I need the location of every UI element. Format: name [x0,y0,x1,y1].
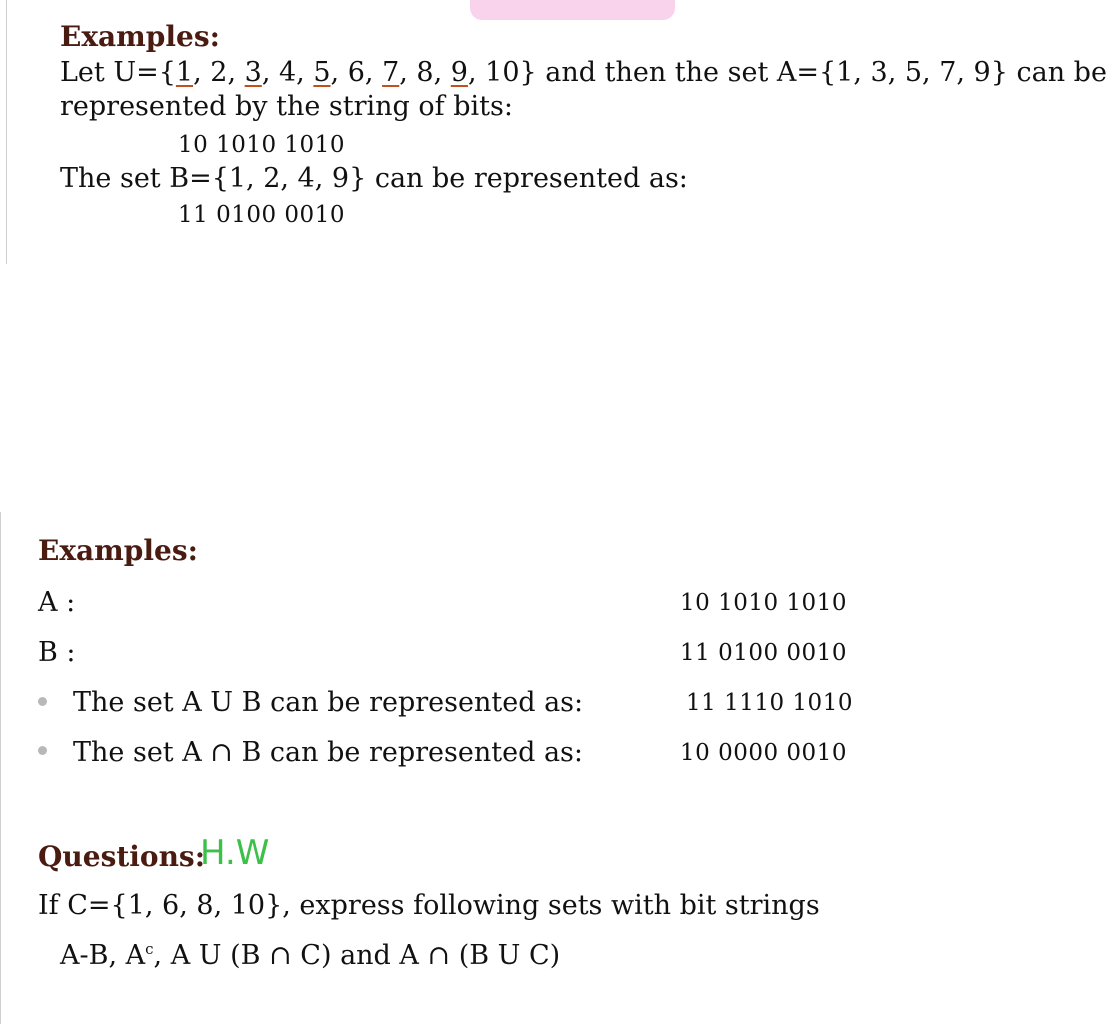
u-item-1: 1 [175,57,194,88]
row-b-bits: 11 0100 0010 [680,640,847,666]
u-item-6: 6 [347,57,365,88]
u-item-7: 7 [382,57,400,88]
bullet-dot [38,697,47,706]
u-item-4: 4 [278,57,297,88]
bits-a: 10 1010 1010 [178,132,345,158]
u-item-3: 3 [244,57,262,88]
slide1-title: Examples: [60,20,220,53]
u-item-10: 10 [485,57,520,88]
pink-highlight-mark [470,0,675,20]
hw-handwritten-note: H.W [200,833,270,873]
question-expressions: A-B, $A^c$, A U (B ∩ C) and A ∩ (B U C) [60,940,561,971]
slide2-title: Examples: [38,534,198,567]
row-a-label: A : [38,587,76,618]
row-a-bits: 10 1010 1010 [680,590,847,616]
bits-b: 11 0100 0010 [178,202,345,228]
intersection-bits: 10 0000 0010 [680,740,847,766]
slide1-left-rule [6,0,7,264]
represented-line: represented by the string of bits: [60,91,513,122]
complement-superscript: c [145,940,154,958]
u-item-8: 8 [416,57,434,88]
questions-title: Questions: [38,840,206,873]
bullet-dot [38,746,47,755]
u-item-2: 2 [210,57,228,88]
question-text: If C={1, 6, 8, 10}, express following sets with bit strings [38,890,820,921]
row-b-label: B : [38,637,76,668]
union-bits: 11 1110 1010 [686,690,853,716]
u-item-9: 9 [450,57,468,88]
union-text: The set A U B can be represented as: [73,687,584,718]
u-item-5: 5 [313,57,331,88]
slide2-left-rule [0,512,1,1024]
intersection-text: The set A ∩ B can be represented as: [73,737,583,768]
set-b-line: The set B={1, 2, 4, 9} can be represented as: [60,163,688,194]
universe-set-line: Let U={1, 2, 3, 4, 5, 6, 7, 8, 9, 10} and then the set A={1, 3, 5, 7, 9} can be [60,57,1107,88]
